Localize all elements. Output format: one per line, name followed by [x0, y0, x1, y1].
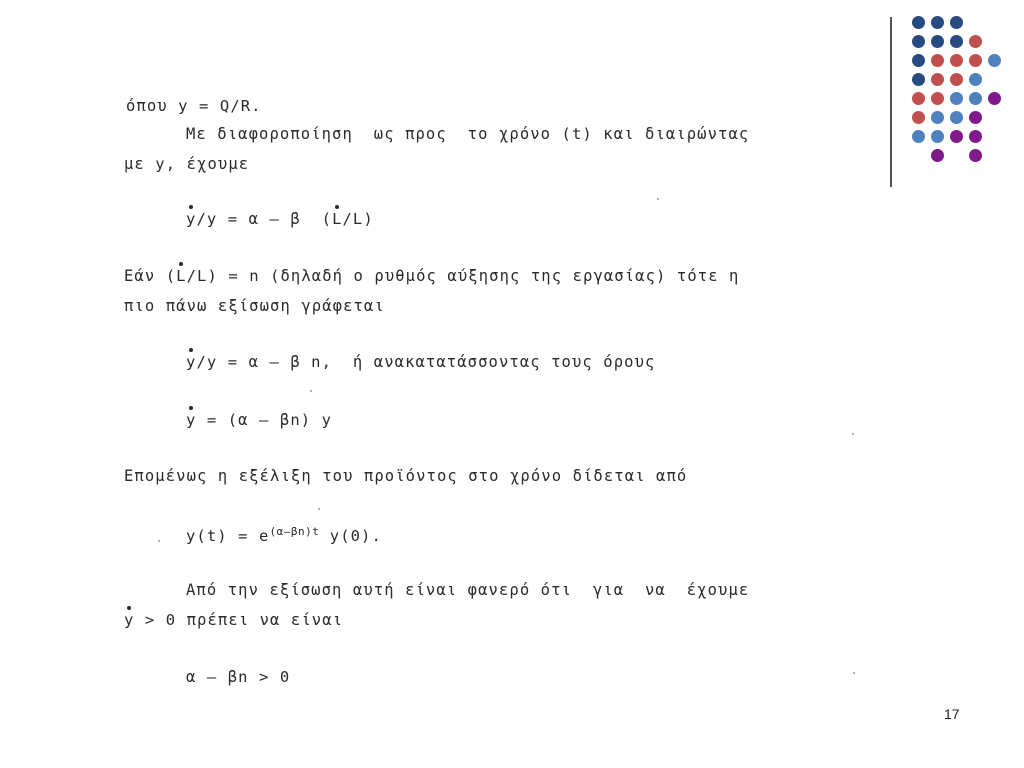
scan-speck — [852, 433, 854, 435]
decorative-dot — [931, 16, 944, 29]
decorative-dot — [931, 54, 944, 67]
vertical-rule — [890, 17, 892, 187]
equation-4 — [186, 525, 382, 545]
equation-4-post: y(0). — [319, 527, 382, 545]
decorative-dot — [912, 130, 925, 143]
page-number: 17 — [944, 706, 960, 722]
text-line-5-pre: Εάν ( — [124, 267, 177, 285]
scan-speck — [657, 198, 659, 200]
decorative-dot — [931, 92, 944, 105]
decorative-dot — [912, 35, 925, 48]
decorative-dot — [931, 111, 944, 124]
decorative-dot — [931, 73, 944, 86]
decorative-dot — [950, 92, 963, 105]
text-line-5-post: /L) = n (δηλαδή ο ρυθμός αύξησης της εργασίας) τότε η — [186, 267, 740, 285]
scan-speck — [853, 672, 855, 674]
decorative-dot — [931, 35, 944, 48]
decorative-dot — [931, 130, 944, 143]
decorative-dot — [969, 149, 982, 162]
decorative-dot — [912, 73, 925, 86]
text-line-5 — [124, 267, 740, 285]
equation-1-mid: /y = α – β ( — [196, 210, 333, 228]
decorative-dot — [969, 111, 982, 124]
equation-3-rest: = (α – βn) y — [196, 411, 333, 429]
text-line-11: Από την εξίσωση αυτή είναι φανερό ότι για να έχουμε — [186, 581, 750, 599]
equation-4-exponent: (α–βn)t — [269, 525, 320, 538]
decorative-dot — [969, 73, 982, 86]
text-line-2: Με διαφοροποίηση ως προς το χρόνο (t) και διαιρώντας — [186, 125, 750, 143]
equation-2-rest: /y = α – β n, ή ανακατατάσσοντας τους όρους — [196, 353, 656, 371]
text-line-3: με y, έχουμε — [124, 155, 250, 173]
decorative-dot — [969, 130, 982, 143]
decorative-dot — [950, 111, 963, 124]
text-line-12-rest: > 0 πρέπει να είναι — [134, 611, 344, 629]
decorative-dot — [969, 54, 982, 67]
decorative-dot — [969, 92, 982, 105]
equation-2 — [186, 353, 655, 371]
decorative-dot — [988, 92, 1001, 105]
equation-1 — [186, 210, 374, 228]
decorative-dot — [931, 149, 944, 162]
y-dot: y — [186, 210, 197, 228]
text-line-9: Επομένως η εξέλιξη του προϊόντος στο χρόνο δίδεται από — [124, 467, 688, 485]
decorative-dot — [950, 54, 963, 67]
equation-3 — [186, 411, 332, 429]
decorative-dot — [950, 35, 963, 48]
decorative-dot — [912, 16, 925, 29]
equation-5: α – βn > 0 — [186, 668, 291, 686]
text-line-1: όπου y = Q/R. — [126, 97, 262, 115]
text-line-12 — [124, 611, 343, 629]
decorative-dot — [950, 73, 963, 86]
y-dot: y — [186, 353, 197, 371]
scan-speck — [310, 390, 312, 392]
L-dot: L — [332, 210, 343, 228]
y-dot: y — [124, 611, 135, 629]
equation-4-pre: y(t) = e — [186, 527, 270, 545]
scan-speck — [318, 508, 320, 510]
decorative-dot — [912, 92, 925, 105]
decorative-dot — [950, 130, 963, 143]
decorative-dot — [988, 54, 1001, 67]
decorative-dot — [950, 16, 963, 29]
equation-1-end: /L) — [342, 210, 374, 228]
y-dot: y — [186, 411, 197, 429]
L-dot: L — [176, 267, 187, 285]
decorative-dot — [912, 54, 925, 67]
text-line-6: πιο πάνω εξίσωση γράφεται — [124, 297, 385, 315]
decorative-dot — [912, 111, 925, 124]
decorative-dot — [969, 35, 982, 48]
scan-speck — [158, 540, 160, 542]
